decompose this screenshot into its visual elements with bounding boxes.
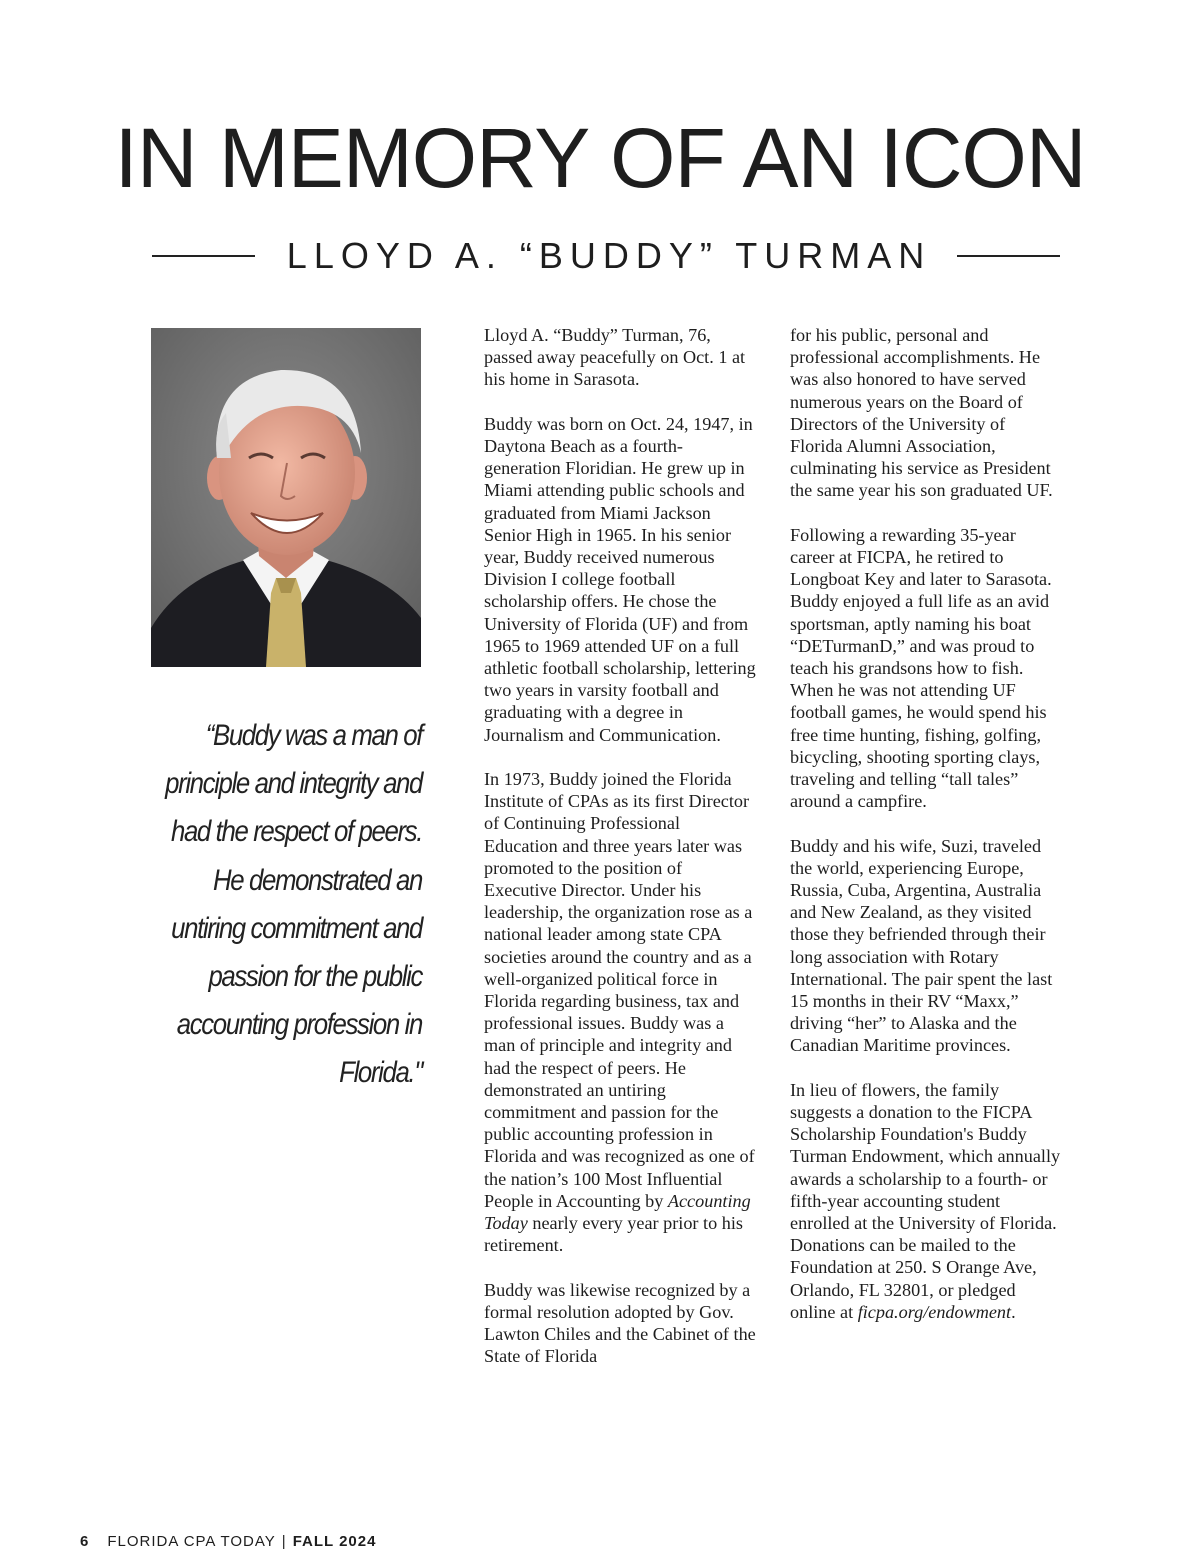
article-paragraph: Buddy was likewise recognized by a formal resolution adopted by Gov. Lawton Chiles and the Cabinet of the State of Florida [484, 1279, 756, 1367]
publication-name: Accounting Today [484, 1190, 751, 1234]
portrait-illustration [151, 328, 421, 667]
page-title: IN MEMORY OF AN ICON [114, 111, 1086, 205]
article-paragraph: In lieu of flowers, the family suggests a donation to the FICPA Scholarship Foundation's Buddy Turman Endowment, which annually awards a scholarship to a fourth- or fifth-year accounting student enrolled at the University of Florida. Donations can be mailed to the Foundation at 250. S Orange Ave, Orlando, FL 32801, or pledged online at ficpa.org/endowment. [790, 1079, 1061, 1322]
article-paragraph: In 1973, Buddy joined the Florida Institute of CPAs as its first Director of Continuing Professional Education and three years later was promoted to the position of Executive Director. Under his leadership, the organization rose as a national leader among state CPA societies around the country and as a well-organized political force in Florida regarding business, tax and professional issues. Buddy was a man of principle and integrity and had the respect of peers. He demonstrated an untiring commitment and passion for the public accounting profession in Florida and was recognized as one of the nation’s 100 Most Influential People in Accounting by Accounting Today nearly every year prior to his retirement. [484, 769, 755, 1256]
article-paragraph: Lloyd A. “Buddy” Turman, 76, passed away peacefully on Oct. 1 at his home in Sarasota. [484, 325, 746, 390]
article-paragraph: for his public, personal and professional accomplishments. He was also honored to have served numerous years on the Board of Directors of the University of Florida Alumni Association, culminating his service as President the same year his son graduated UF. [790, 325, 1053, 501]
subtitle: LLOYD A. “BUDDY” TURMAN [286, 235, 932, 276]
footer-separator: | [281, 1533, 287, 1550]
page-footer [80, 1533, 376, 1550]
right-rule [957, 255, 1060, 257]
pull-quote: “Buddy was a man of principle and integrity and had the respect of peers. He demonstrated an untiring commitment and passion for the public accounting profession in Florida." [165, 719, 423, 1090]
article-paragraph: Following a rewarding 35-year career at FICPA, he retired to Longboat Key and later to Sarasota. Buddy enjoyed a full life as an avid sportsman, aptly naming his boat “DETurmanD,” and was proud to teach his grandsons how to fish. When he was not attending UF football games, he would spend his free time hunting, fishing, golfing, bicycling, shooting sporting clays, traveling and telling “tall tales” around a campfire. [790, 524, 1052, 812]
page-number: 6 [80, 1533, 90, 1550]
publication-title: FLORIDA CPA TODAY [107, 1533, 276, 1550]
article-paragraph: Buddy and his wife, Suzi, traveled the world, experiencing Europe, Russia, Cuba, Argentina, Australia and New Zealand, as they visited those they befriended through their long association with Rotary International. The pair spent the last 15 months in their RV “Maxx,” driving “her” to Alaska and the Canadian Maritime provinces. [790, 835, 1053, 1056]
article-column-left [484, 324, 756, 1390]
subtitle-row [152, 228, 1060, 284]
endowment-link[interactable]: ficpa.org/endowment [857, 1301, 1012, 1322]
article-paragraph: Buddy was born on Oct. 24, 1947, in Daytona Beach as a fourth-generation Floridian. He grew up in Miami attending public schools and graduated from Miami Jackson Senior High in 1965. In his senior year, Buddy received numerous Division I college football scholarship offers. He chose the University of Florida (UF) and from 1965 to 1969 attended UF on a full athletic football scholarship, lettering two years in varsity football and graduating with a degree in Journalism and Communication. [484, 413, 756, 745]
issue-label: FALL 2024 [292, 1533, 377, 1550]
left-rule [152, 255, 255, 257]
article-column-right [790, 324, 1062, 1345]
portrait-photo [151, 328, 421, 667]
